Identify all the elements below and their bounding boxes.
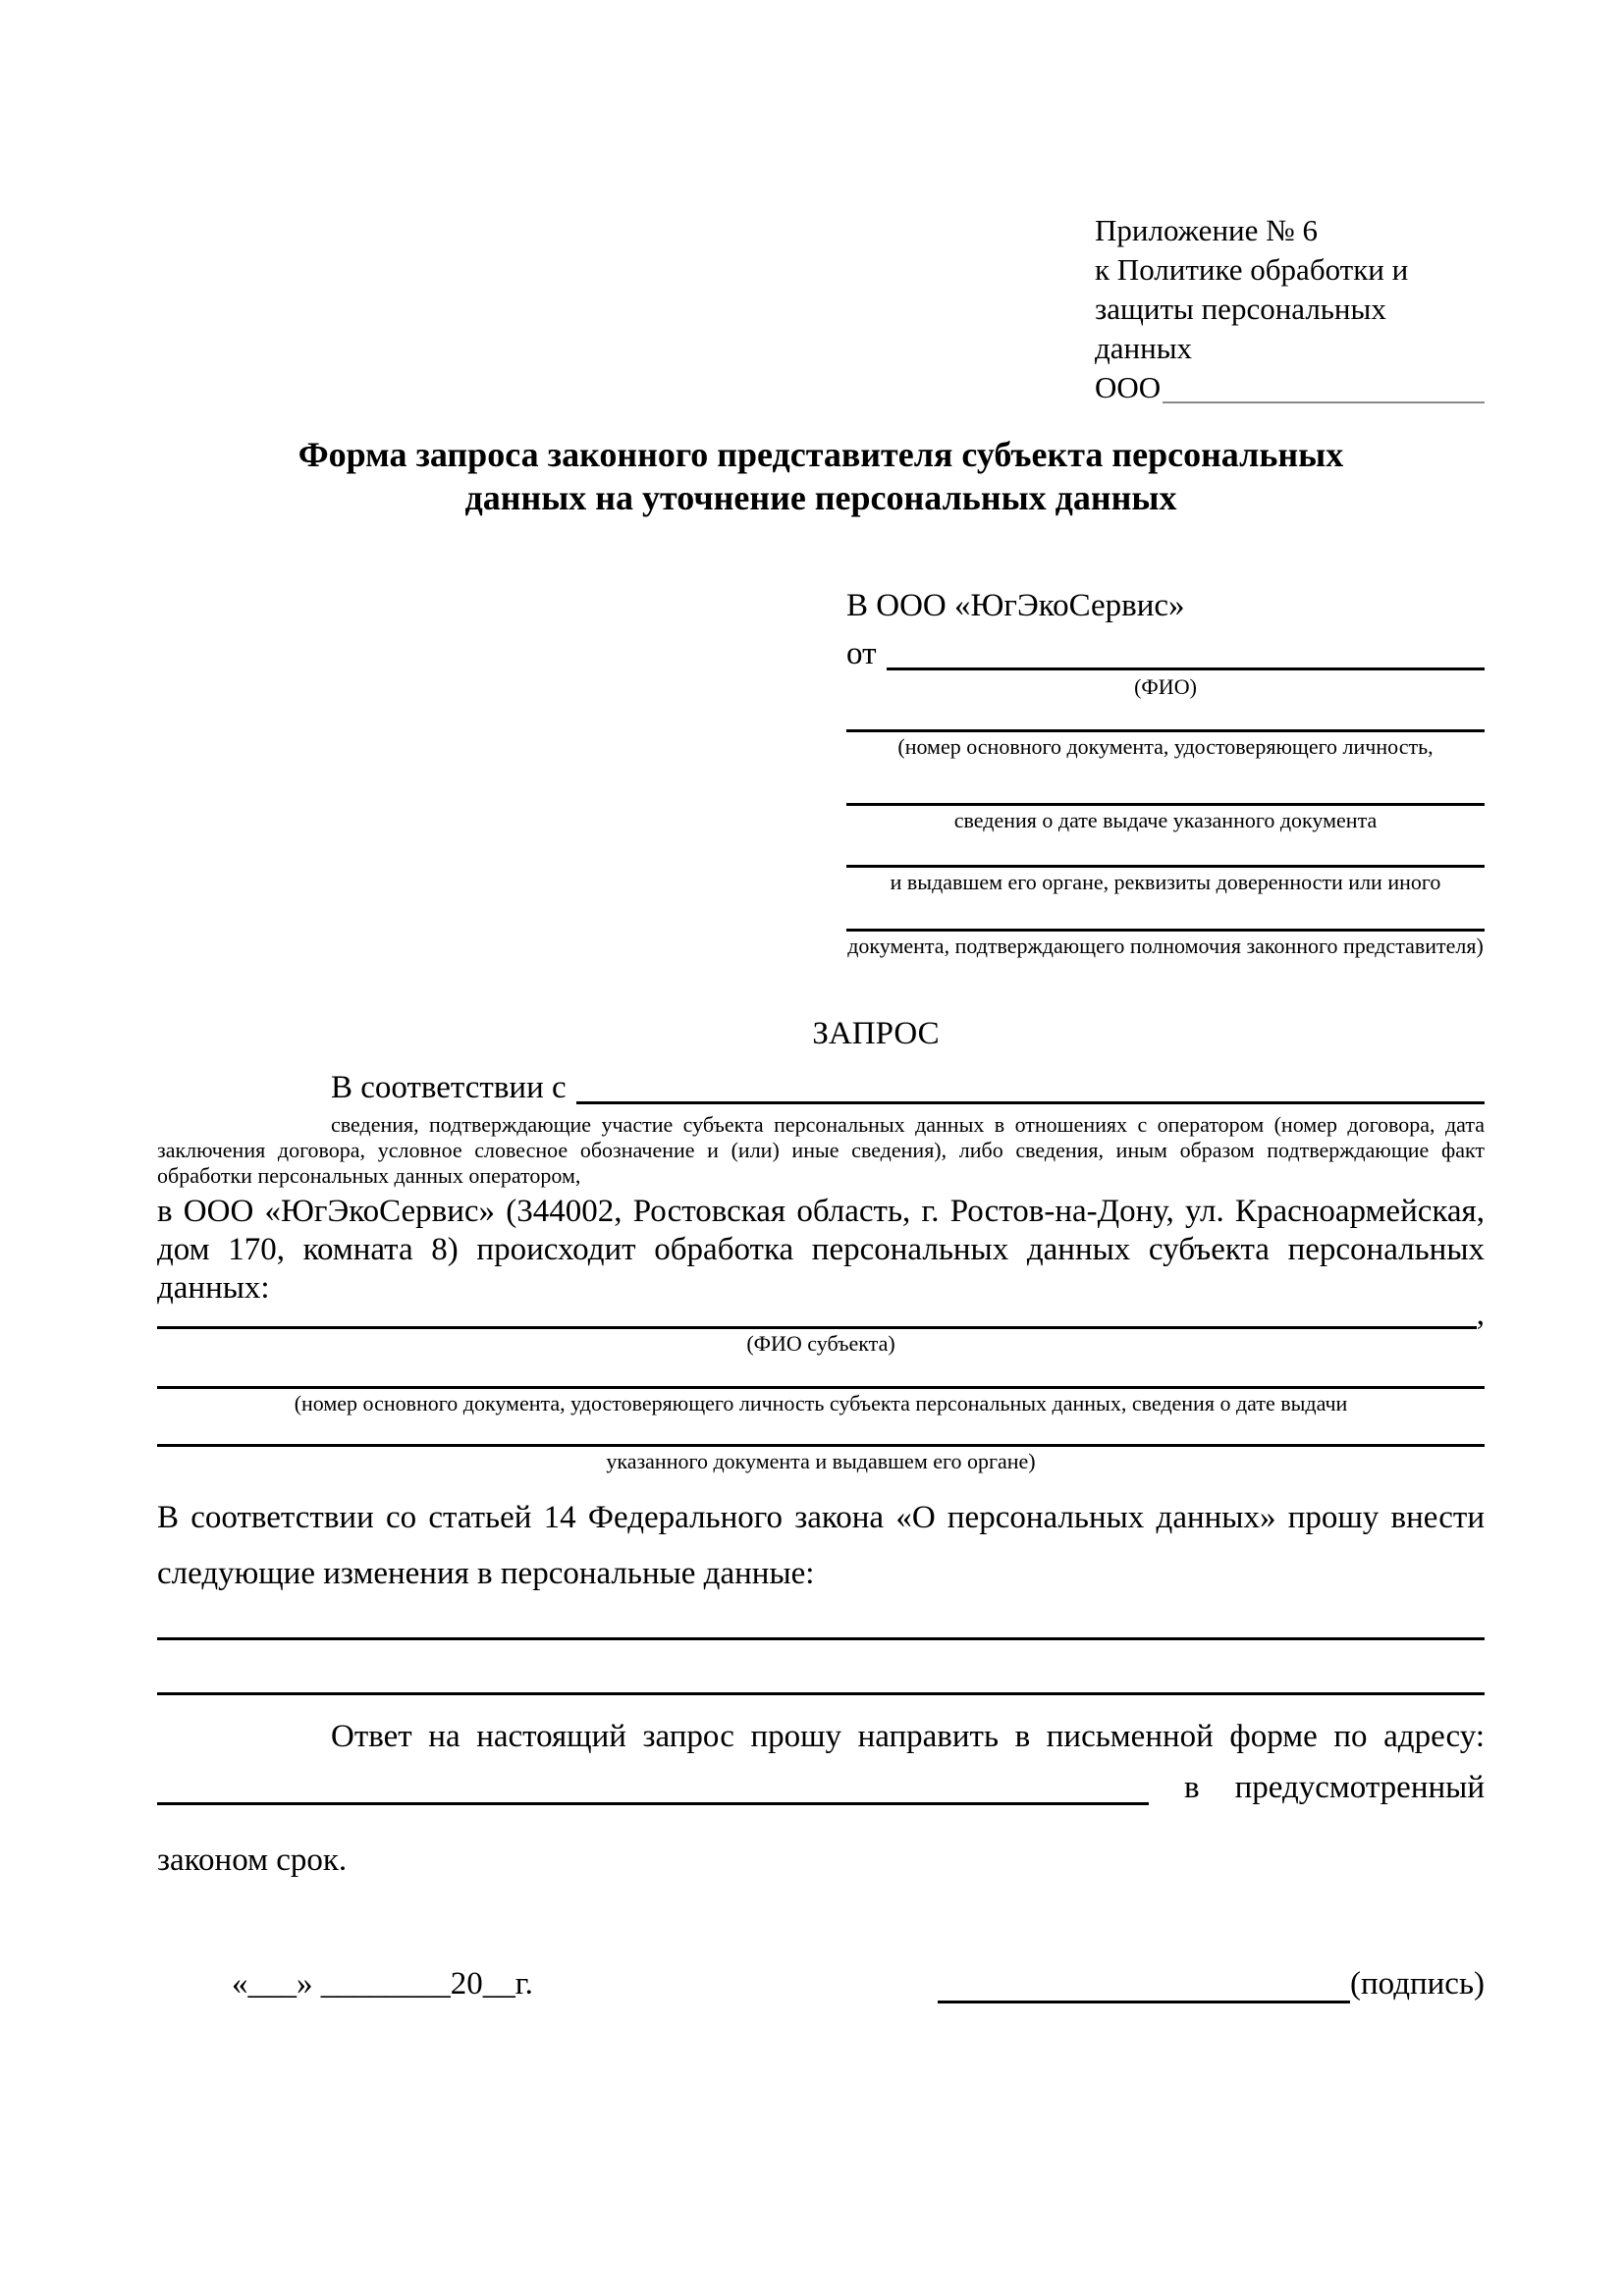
basis-label: В соответствии с bbox=[331, 1070, 567, 1105]
appendix-line-2: к Политике обработки и bbox=[1095, 252, 1409, 287]
law-paragraph: В соответствии со статьей 14 Федерального закона «О персональных данных» прошу внести следующие изменения в персональные данные: bbox=[157, 1500, 1485, 1591]
date-line[interactable]: «___» ________20__г. bbox=[232, 1966, 533, 2002]
request-heading: ЗАПРОС bbox=[812, 1016, 940, 1051]
form-title-line-2: данных на уточнение персональных данных bbox=[464, 478, 1177, 517]
ooo-label: ООО bbox=[1095, 370, 1162, 404]
operator-paragraph: в ООО «ЮгЭкоСервис» (344002, Ростовская область, г. Ростов-на-Дону, ул. Красноармейская, дом 170, комната 8) происходит обработка персональных данных субъекта персональных данных: bbox=[157, 1194, 1485, 1306]
from-row bbox=[846, 637, 1485, 672]
subject-name-row bbox=[157, 1290, 1485, 1332]
appendix-line-3: защиты персональных данных bbox=[1095, 292, 1386, 365]
subject-doc-fill-line-2[interactable] bbox=[157, 1444, 1485, 1447]
subject-doc-caption-1: (номер основного документа, удостоверяющего личность субъекта персональных данных, сведения о дате выдачи bbox=[294, 1391, 1348, 1415]
address-fill-line[interactable] bbox=[157, 1767, 1149, 1805]
appendix-ooo-row bbox=[1095, 368, 1485, 407]
representative-doc-fill-line-1[interactable] bbox=[846, 729, 1485, 732]
subject-doc-fill-line-1[interactable] bbox=[157, 1386, 1485, 1389]
answer-tail: законом срок. bbox=[157, 1842, 348, 1878]
form-title-line-1: Форма запроса законного представителя субъекта персональных bbox=[298, 435, 1344, 474]
representative-doc-caption-1: (номер основного документа, удостоверяющего личность, bbox=[897, 734, 1434, 759]
subject-name-comma: , bbox=[1476, 1297, 1485, 1332]
signature-caption: (подпись) bbox=[1350, 1966, 1485, 2002]
answer-paragraph: Ответ на настоящий запрос прошу направить в письменной форме по адресу: bbox=[331, 1719, 1485, 1754]
footer bbox=[157, 1964, 1485, 2003]
signature-block bbox=[938, 1964, 1485, 2003]
representative-doc-caption-2: сведения о дате выдаче указанного документа bbox=[953, 808, 1378, 832]
subject-doc-caption-2: указанного документа и выдавшем его органе) bbox=[606, 1449, 1036, 1473]
address-row bbox=[157, 1766, 1485, 1805]
subject-fio-caption: (ФИО субъекта) bbox=[746, 1331, 895, 1356]
changes-fill-line-1[interactable] bbox=[157, 1637, 1485, 1640]
representative-doc-caption-3: и выдавшем его органе, реквизиты доверенности или иного bbox=[890, 870, 1441, 894]
from-label: от bbox=[846, 636, 877, 671]
answer-word-predusmotrenny: предусмотренный bbox=[1234, 1770, 1485, 1805]
signature-fill-line[interactable] bbox=[938, 1969, 1350, 2003]
form-title bbox=[157, 433, 1485, 519]
subject-name-fill-line[interactable] bbox=[157, 1289, 1477, 1329]
answer-word-v: в bbox=[1184, 1770, 1200, 1805]
representative-doc-fill-line-4[interactable] bbox=[846, 929, 1485, 932]
basis-row bbox=[157, 1069, 1485, 1106]
fio-caption: (ФИО) bbox=[1134, 674, 1197, 699]
ooo-fill-line[interactable] bbox=[1163, 401, 1485, 403]
representative-doc-fill-line-3[interactable] bbox=[846, 865, 1485, 868]
recipient-organization: В ООО «ЮгЭкоСервис» bbox=[846, 588, 1185, 623]
changes-fill-line-2[interactable] bbox=[157, 1692, 1485, 1695]
basis-note: сведения, подтверждающие участие субъекта персональных данных в отношениях с оператором (номер договора, дата заключения договора, условное словесное обозначение и (или) иные сведения), либо сведения, иным образом подтверждающие факт обработки персональных данных оператором, bbox=[157, 1112, 1485, 1188]
representative-doc-caption-4: документа, подтверждающего полномочия законного представителя) bbox=[847, 934, 1484, 958]
fio-fill-line[interactable] bbox=[887, 667, 1486, 670]
recipient-block bbox=[846, 586, 1485, 959]
representative-doc-fill-line-2[interactable] bbox=[846, 803, 1485, 806]
appendix-line-1: Приложение № 6 bbox=[1095, 213, 1318, 247]
basis-fill-line[interactable] bbox=[576, 1101, 1485, 1104]
appendix-header bbox=[1095, 211, 1485, 407]
